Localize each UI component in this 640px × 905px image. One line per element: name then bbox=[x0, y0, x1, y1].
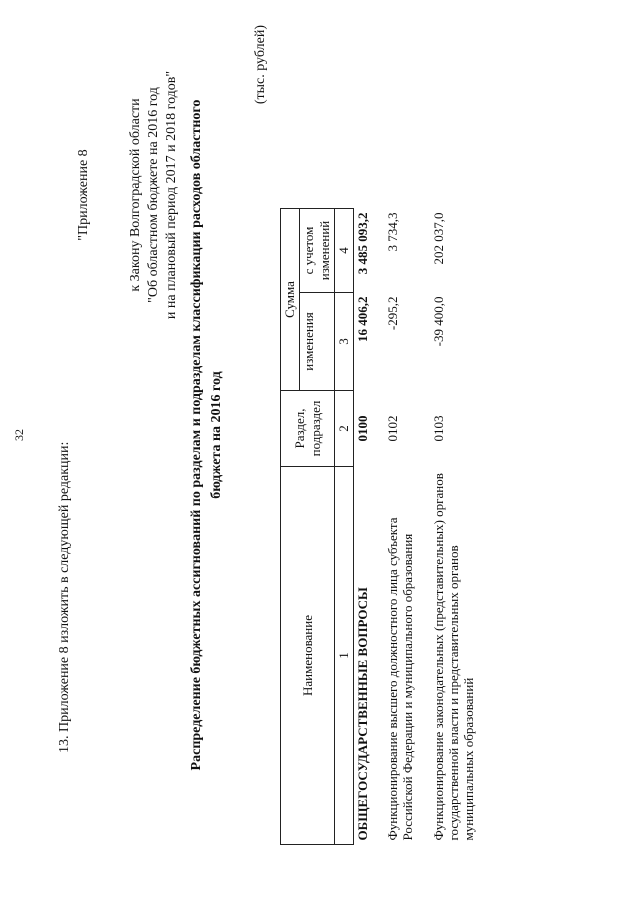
row-total: 3 734,3 bbox=[384, 212, 400, 252]
appendix-line-1: к Закону Волгоградской области bbox=[128, 98, 143, 292]
budget-table bbox=[280, 208, 490, 845]
units-label: (тыс. рублей) bbox=[253, 25, 268, 105]
row-code: 0102 bbox=[384, 415, 400, 442]
row-code: 0103 bbox=[430, 415, 446, 442]
table-row bbox=[430, 209, 490, 845]
title-line-1: Распределение бюджетных ассигнований по разделам и подразделам классификации расходов областного bbox=[189, 99, 204, 771]
table-column-numbers bbox=[335, 209, 354, 845]
table-row bbox=[354, 209, 384, 845]
row-change: -295,2 bbox=[384, 296, 400, 331]
page-title bbox=[187, 5, 227, 865]
col-number: 3 bbox=[335, 293, 354, 391]
row-change: -39 400,0 bbox=[430, 296, 446, 347]
appendix-header bbox=[75, 45, 181, 345]
col-number: 2 bbox=[335, 391, 354, 467]
page-number: 32 bbox=[12, 429, 26, 441]
appendix-line-2: "Об областном бюджете на 2016 год bbox=[146, 87, 161, 303]
row-name: Функционирование законодательных (представительных) органов государственной власти и представительных органов муниципальных образований bbox=[430, 473, 476, 841]
header-changes: изменения bbox=[300, 293, 335, 391]
appendix-label: "Приложение 8 bbox=[76, 149, 91, 241]
col-number: 1 bbox=[335, 467, 354, 845]
header-with-changes: с учетом изменений bbox=[300, 209, 335, 293]
row-name: Функционирование высшего должностного лица субъекта Российской Федерации и муниципального образования bbox=[384, 517, 415, 841]
header-name: Наименование bbox=[281, 467, 335, 845]
row-change: 16 406,2 bbox=[355, 296, 370, 342]
table-header-row-1 bbox=[281, 209, 300, 845]
appendix-line-3: и на плановый период 2017 и 2018 годов" bbox=[164, 70, 179, 320]
row-code: 0100 bbox=[355, 415, 370, 442]
col-number: 4 bbox=[335, 209, 354, 293]
intro-text: 13. Приложение 8 изложить в следующей редакции: bbox=[57, 441, 72, 753]
row-name: ОБЩЕГОСУДАРСТВЕННЫЕ ВОПРОСЫ bbox=[355, 587, 370, 841]
title-line-2: бюджета на 2016 год bbox=[209, 371, 224, 499]
row-total: 202 037,0 bbox=[430, 212, 446, 265]
row-total: 3 485 093,2 bbox=[355, 212, 370, 275]
table-row bbox=[384, 209, 430, 845]
header-section: Раздел, подраздел bbox=[281, 391, 335, 467]
header-sum: Сумма bbox=[281, 209, 300, 391]
